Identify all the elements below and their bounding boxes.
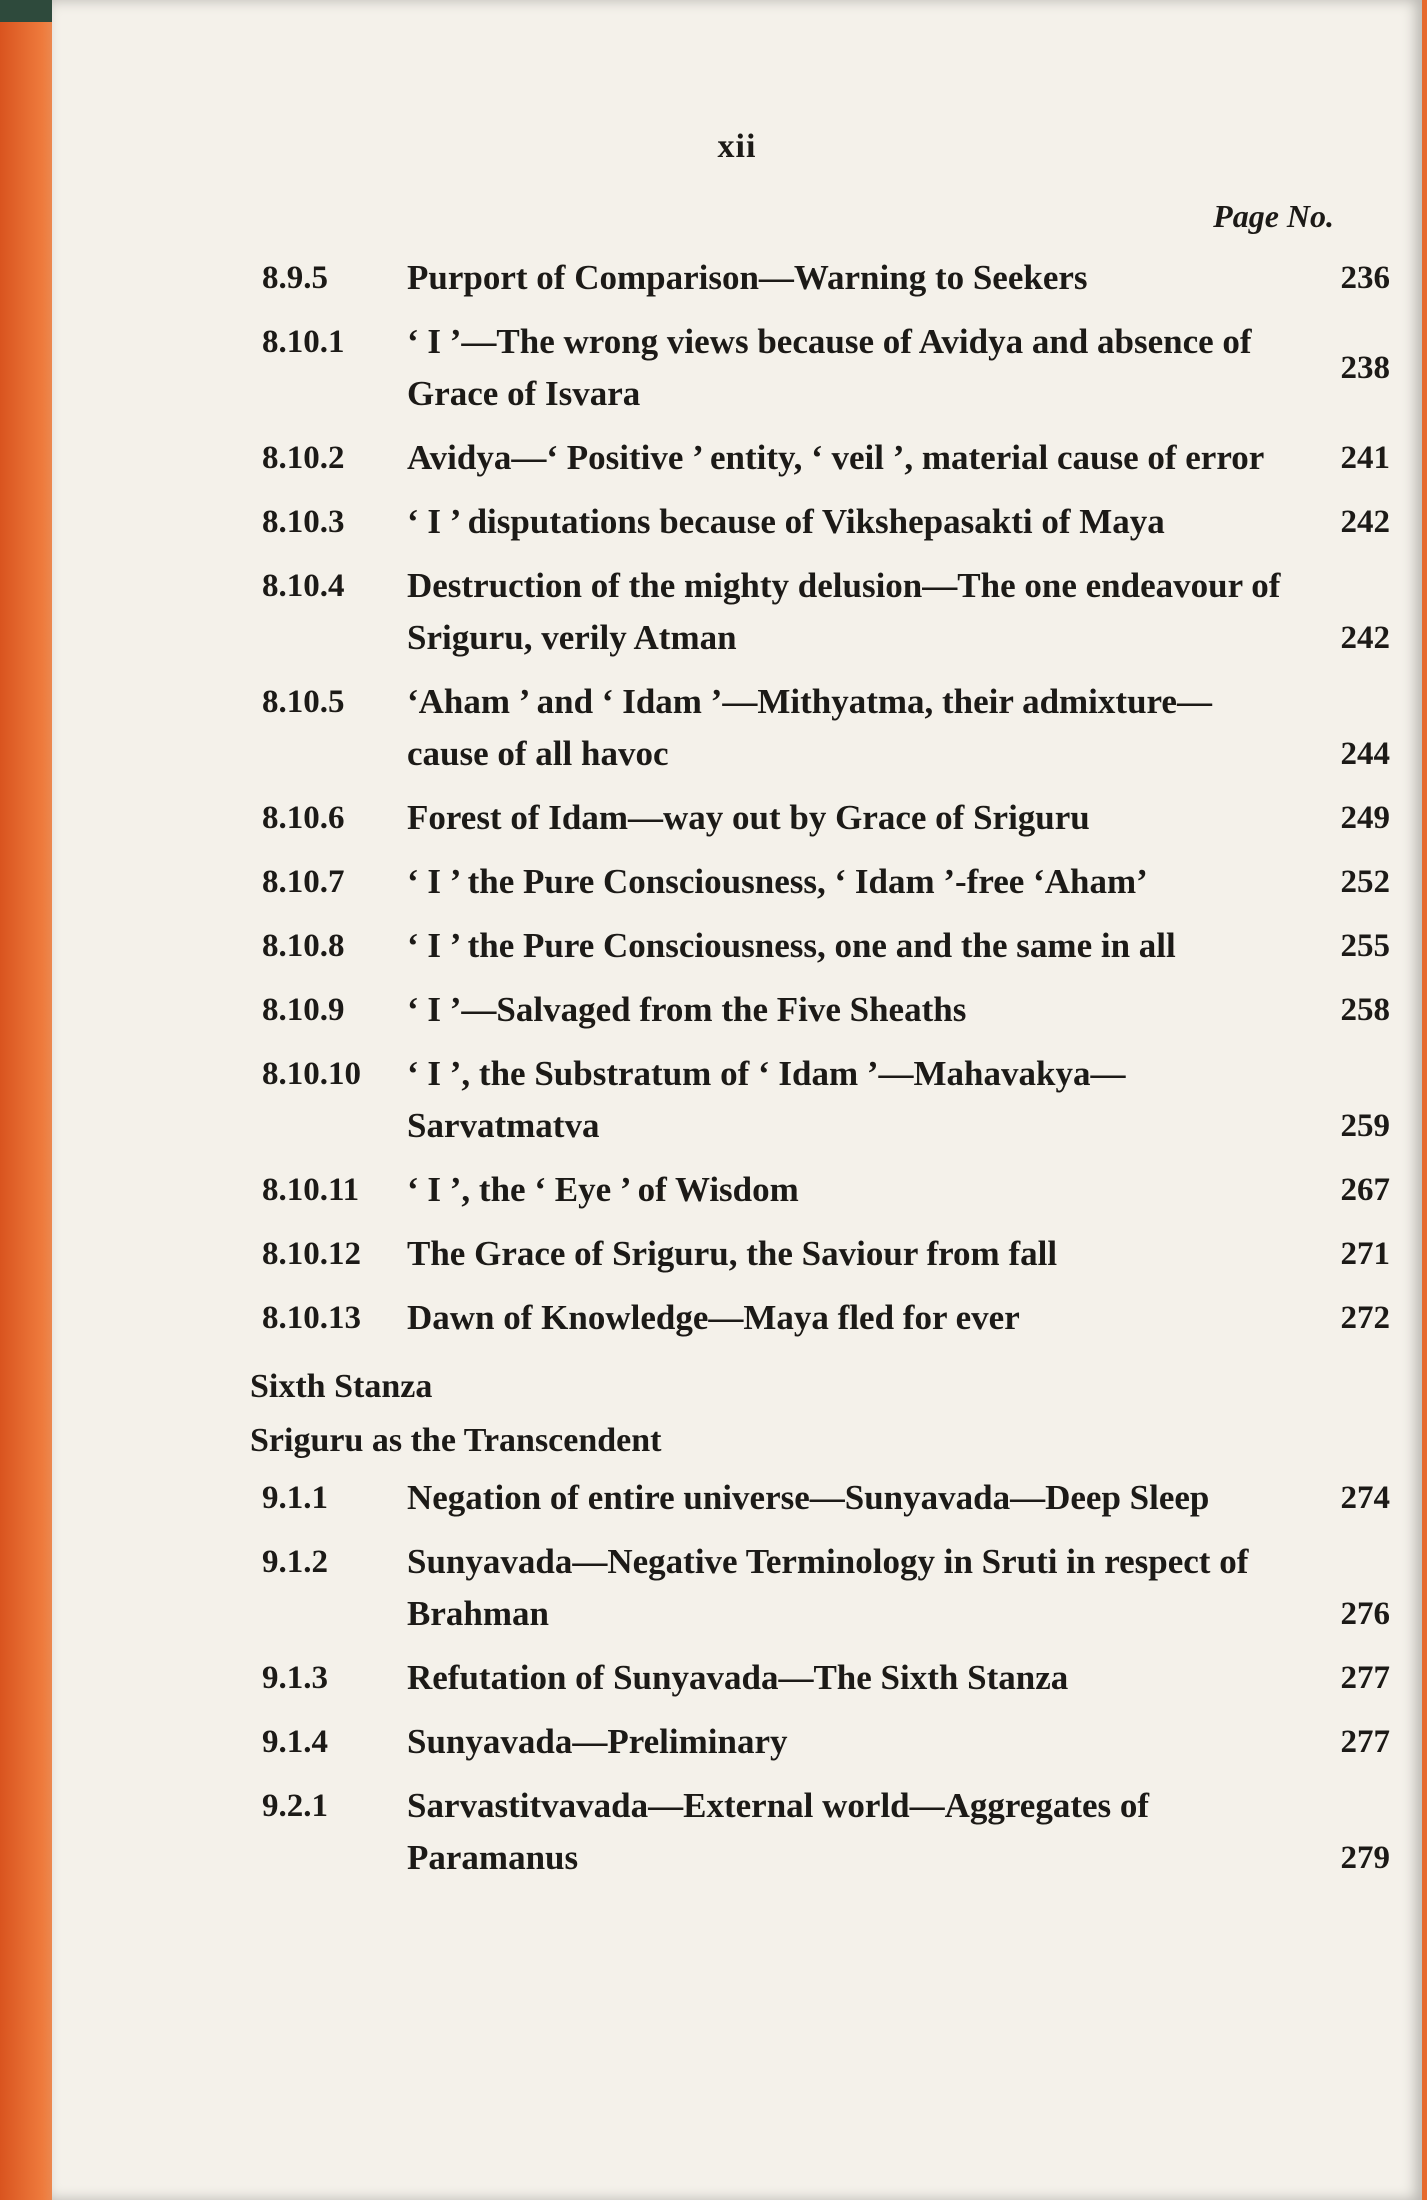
toc-entry: [262, 1472, 1390, 1524]
section-number: 8.10.8: [262, 928, 345, 964]
entry-title: Refutation of Sunyavada—The Sixth Stanza: [407, 1658, 1069, 1697]
entry-page-number: 255: [1340, 928, 1390, 964]
cover-corner: [0, 0, 60, 22]
section-number: 8.10.7: [262, 864, 345, 900]
entry-title: Forest of Idam—way out by Grace of Sriguru: [407, 798, 1090, 837]
toc-entry: [262, 792, 1390, 844]
toc-entry: [262, 1048, 1390, 1152]
page-folio: xii: [717, 128, 757, 165]
toc-entry: [262, 1536, 1390, 1640]
section-number: 8.10.9: [262, 992, 345, 1028]
entry-page-number: 252: [1340, 864, 1390, 900]
entry-page-number: 236: [1340, 260, 1390, 296]
entry-page-number: 277: [1340, 1724, 1390, 1760]
entry-page-number: 238: [1340, 350, 1390, 386]
entry-page-number: 249: [1340, 800, 1390, 836]
entry-page-number: 271: [1340, 1236, 1390, 1272]
section-number: 8.10.1: [262, 324, 345, 360]
entry-page-number: 267: [1340, 1172, 1390, 1208]
entry-page-number: 242: [1340, 504, 1390, 540]
entry-page-number: 274: [1340, 1480, 1390, 1516]
stanza-heading: Sixth Stanza: [250, 1368, 433, 1405]
entry-title: ‘ I ’—Salvaged from the Five Sheaths: [407, 990, 967, 1029]
stanza-subtitle: Sriguru as the Transcendent: [250, 1422, 662, 1459]
entry-page-number: 276: [1340, 1596, 1390, 1632]
entry-title: ‘Aham ’ and ‘ Idam ’—Mithyatma, their admixture—cause of all havoc: [407, 682, 1212, 773]
entry-page-number: 241: [1340, 440, 1390, 476]
page-number-column-header: Page No.: [1213, 198, 1334, 234]
section-number: 8.10.13: [262, 1300, 361, 1336]
entry-title: Avidya—‘ Positive ’ entity, ‘ veil ’, material cause of error: [407, 438, 1265, 477]
entry-title: The Grace of Sriguru, the Saviour from fall: [407, 1234, 1058, 1273]
section-number: 8.10.12: [262, 1236, 361, 1272]
toc-entry: [262, 560, 1390, 664]
toc-entry: [262, 1716, 1390, 1768]
entry-title: Negation of entire universe—Sunyavada—Deep Sleep: [407, 1478, 1210, 1517]
section-number: 9.1.4: [262, 1724, 328, 1760]
section-number: 8.10.10: [262, 1056, 361, 1092]
entry-page-number: 258: [1340, 992, 1390, 1028]
section-number: 8.10.3: [262, 504, 345, 540]
toc-entry: [262, 856, 1390, 908]
toc-entry: [262, 676, 1390, 780]
entry-page-number: 259: [1340, 1108, 1390, 1144]
section-number: 8.10.5: [262, 684, 345, 720]
toc-entry: [262, 432, 1390, 484]
toc-entry: [262, 1164, 1390, 1216]
section-number: 9.1.1: [262, 1480, 328, 1516]
section-number: 8.10.4: [262, 568, 345, 604]
entry-title: ‘ I ’, the Substratum of ‘ Idam ’—Mahavakya—Sarvatmatva: [407, 1054, 1126, 1145]
entry-title: ‘ I ’—The wrong views because of Avidya and absence of Grace of Isvara: [407, 322, 1252, 413]
entry-page-number: 242: [1340, 620, 1390, 656]
toc-entry: [262, 920, 1390, 972]
entry-title: ‘ I ’ the Pure Consciousness, ‘ Idam ’-free ‘Aham’: [407, 862, 1148, 901]
toc-entry: [262, 1652, 1390, 1704]
toc-entry: [262, 496, 1390, 548]
toc-entry: [262, 1292, 1390, 1344]
entry-page-number: 272: [1340, 1300, 1390, 1336]
entry-title: Purport of Comparison—Warning to Seekers: [407, 258, 1088, 297]
entry-page-number: 279: [1340, 1840, 1390, 1876]
toc-entry: [262, 1780, 1390, 1884]
entry-page-number: 244: [1340, 736, 1390, 772]
section-number: 8.10.2: [262, 440, 345, 476]
entry-title: ‘ I ’ the Pure Consciousness, one and the same in all: [407, 926, 1176, 965]
toc-entry: [262, 316, 1390, 420]
entry-title: ‘ I ’, the ‘ Eye ’ of Wisdom: [407, 1170, 799, 1209]
toc-entry: [262, 252, 1390, 304]
toc-entry: [262, 1228, 1390, 1280]
book-page: [52, 0, 1422, 2200]
entry-title: Dawn of Knowledge—Maya fled for ever: [407, 1298, 1020, 1337]
section-number: 9.1.2: [262, 1544, 328, 1580]
entry-page-number: 277: [1340, 1660, 1390, 1696]
table-of-contents: [250, 252, 1390, 1896]
entry-title: Sunyavada—Negative Terminology in Sruti in respect of Brahman: [407, 1542, 1249, 1633]
toc-entry: [262, 984, 1390, 1036]
section-number: 8.10.11: [262, 1172, 360, 1208]
entry-title: ‘ I ’ disputations because of Vikshepasakti of Maya: [407, 502, 1165, 541]
section-number: 9.2.1: [262, 1788, 328, 1824]
section-number: 9.1.3: [262, 1660, 328, 1696]
entry-title: Destruction of the mighty delusion—The one endeavour of Sriguru, verily Atman: [407, 566, 1281, 657]
entry-title: Sunyavada—Preliminary: [407, 1722, 788, 1761]
section-number: 8.10.6: [262, 800, 345, 836]
section-number: 8.9.5: [262, 260, 328, 296]
entry-title: Sarvastitvavada—External world—Aggregates of Paramanus: [407, 1786, 1150, 1877]
